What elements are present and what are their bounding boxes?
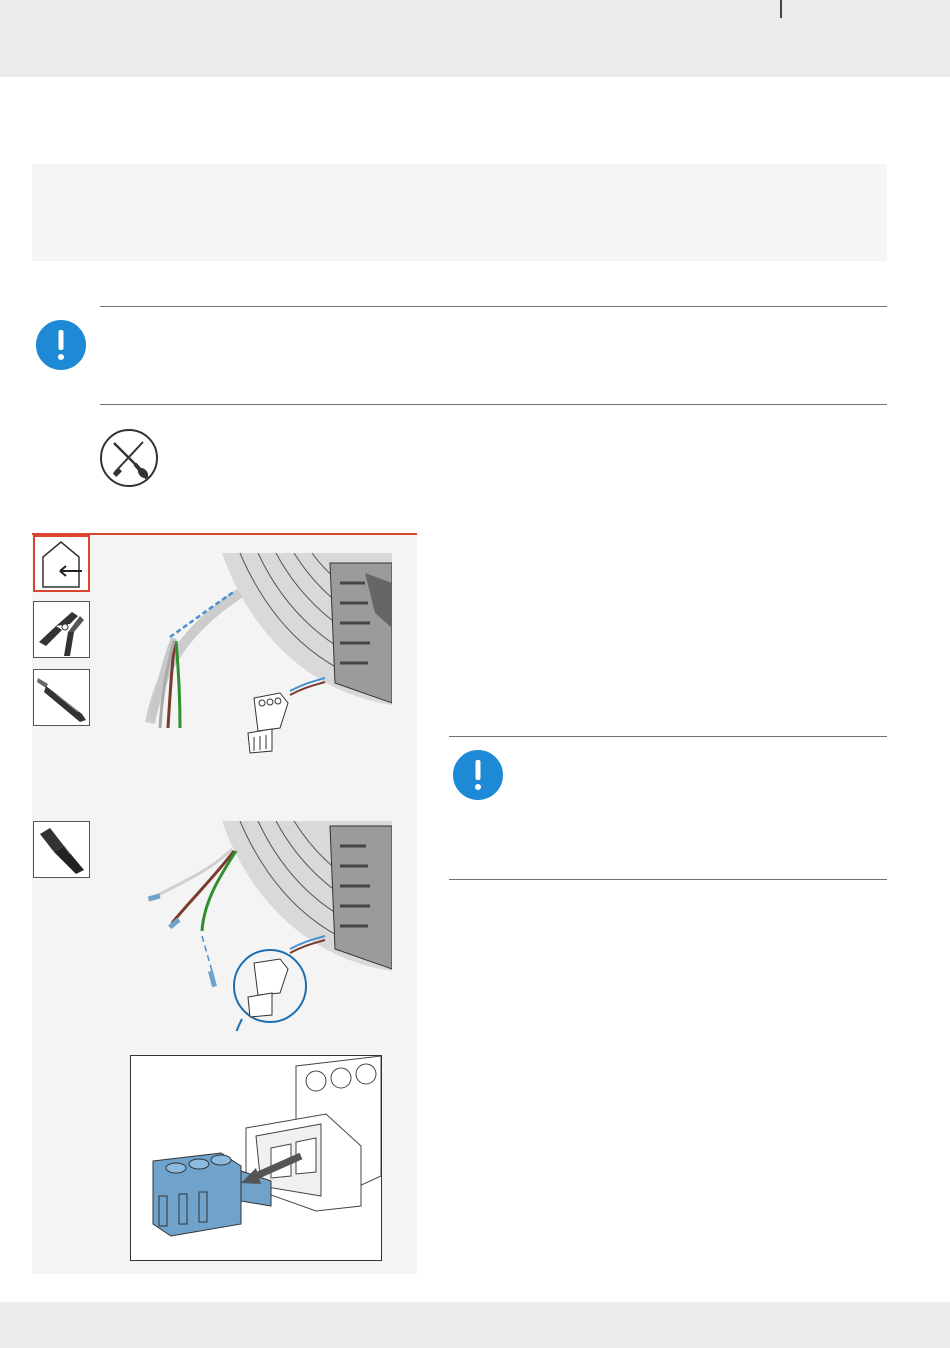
note2-bottom-rule — [449, 879, 887, 880]
no-tools-required-icon — [99, 428, 159, 488]
exclamation-info-icon — [449, 746, 507, 804]
terminal-detail-frame — [130, 1055, 382, 1261]
note-bottom-rule — [100, 404, 887, 405]
intro-box — [32, 164, 887, 261]
note-top-rule — [100, 306, 887, 307]
fan-terminal-connection-illustration — [130, 821, 392, 1031]
wire-stripper-icon — [33, 601, 90, 658]
house-arrow-icon — [33, 535, 90, 592]
cable-knife-icon — [33, 669, 90, 726]
note2-top-rule — [449, 736, 887, 737]
header-divider — [780, 0, 782, 18]
exclamation-info-icon — [32, 316, 90, 374]
page-footer-bar — [0, 1302, 950, 1348]
wire-ferrule-icon — [33, 821, 90, 878]
fan-cable-preparation-illustration — [130, 553, 392, 763]
page-header-bar — [0, 0, 950, 77]
